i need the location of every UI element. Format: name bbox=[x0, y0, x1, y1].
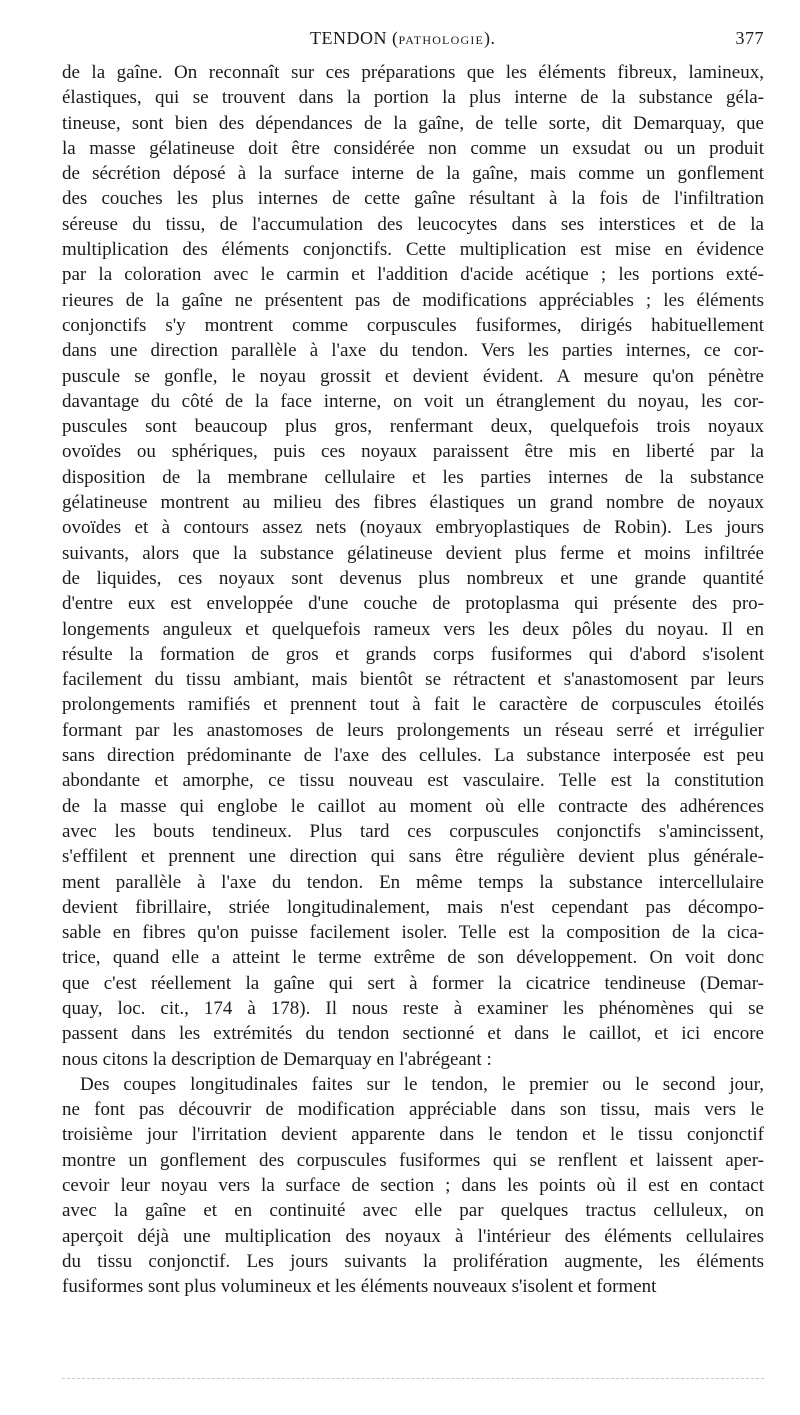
text-line: puscules sont beaucoup plus gros, renfermant deux, quelquefois trois noyaux bbox=[62, 416, 764, 438]
text-line: dans une direction parallèle à l'axe du tendon. Vers les parties internes, ce cor- bbox=[62, 340, 764, 362]
text-line: avec la gaîne et en continuité avec elle par quelques tractus celluleux, on bbox=[62, 1200, 764, 1222]
text-line: ment parallèle à l'axe du tendon. En même temps la substance intercellulaire bbox=[62, 871, 764, 893]
text-line: que c'est réellement la gaîne qui sert à former la cicatrice tendineuse (Demar- bbox=[62, 972, 764, 994]
text-line: tineuse, sont bien des dépendances de la gaîne, de telle sorte, dit Demarquay, que bbox=[62, 112, 764, 134]
running-title-main: TENDON ( bbox=[310, 28, 399, 48]
paragraph bbox=[62, 60, 764, 1072]
text-line: de liquides, ces noyaux sont devenus plus nombreux et une grande quantité bbox=[62, 567, 764, 589]
text-line: séreuse du tissu, de l'accumulation des leucocytes dans ses interstices et de la bbox=[62, 213, 764, 235]
text-line: fusiformes sont plus volumineux et les éléments nouveaux s'isolent et forment bbox=[62, 1276, 657, 1298]
running-title bbox=[310, 28, 496, 49]
text-line: avec les bouts tendineux. Plus tard ces corpuscules conjonctifs s'amincissent, bbox=[62, 820, 764, 842]
text-line: disposition de la membrane cellulaire et les parties internes de la substance bbox=[62, 466, 764, 488]
text-line: facilement du tissu ambiant, mais bientôt se rétractent et s'anastomosent par leurs bbox=[62, 669, 764, 691]
text-line: de sécrétion déposé à la surface interne de la gaîne, mais comme un gonflement bbox=[62, 163, 764, 185]
running-title-subtitle: PATHOLOGIE bbox=[398, 33, 485, 47]
footer-rule bbox=[62, 1378, 764, 1379]
text-line: aperçoit déjà une multiplication des noyaux à l'intérieur des éléments cellulaires bbox=[62, 1225, 764, 1247]
text-line: abondante et amorphe, ce tissu nouveau est vasculaire. Telle est la constitution bbox=[62, 770, 764, 792]
text-line: formant par les anastomoses de leurs prolongements un réseau serré et irrégulier bbox=[62, 719, 764, 741]
text-line: devient fibrillaire, striée longitudinalement, mais n'est cependant pas décompo- bbox=[62, 896, 764, 918]
text-line: la masse gélatineuse doit être considérée non comme un exsudat ou un produit bbox=[62, 137, 764, 159]
text-line: ovoïdes et à contours assez nets (noyaux embryoplastiques de Robin). Les jours bbox=[62, 517, 764, 539]
paragraph bbox=[62, 1072, 764, 1300]
text-line: d'entre eux est enveloppée d'une couche de protoplasma qui présente des pro- bbox=[62, 593, 764, 615]
text-line: Des coupes longitudinales faites sur le tendon, le premier ou le second jour, bbox=[80, 1073, 764, 1095]
text-line: sans direction prédominante de l'axe des cellules. La substance interposée est peu bbox=[62, 745, 764, 767]
body-text bbox=[62, 60, 764, 1300]
text-line: troisième jour l'irritation devient apparente dans le tendon et le tissu conjonctif bbox=[62, 1124, 764, 1146]
text-line: trice, quand elle a atteint le terme extrême de son développement. On voit donc bbox=[62, 947, 764, 969]
text-line: cevoir leur noyau vers la surface de section ; dans les points où il est en contact bbox=[62, 1175, 764, 1197]
text-line: de la masse qui englobe le caillot au moment où elle contracte des adhérences bbox=[62, 795, 764, 817]
text-line: des couches les plus internes de cette gaîne résultant à la fois de l'infiltration bbox=[62, 188, 764, 210]
text-line: ovoïdes ou sphériques, puis ces noyaux paraissent être mis en liberté par la bbox=[62, 441, 764, 463]
text-line: élastiques, qui se trouvent dans la portion la plus interne de la substance géla- bbox=[62, 87, 764, 109]
text-line: s'effilent et prennent une direction qui sans être régulière devient plus générale- bbox=[62, 846, 764, 868]
page-number: 377 bbox=[735, 28, 764, 48]
running-title-close: ). bbox=[484, 28, 496, 48]
text-line: de la gaîne. On reconnaît sur ces préparations que les éléments fibreux, lamineux, bbox=[62, 62, 764, 83]
text-line: conjonctifs s'y montrent comme corpuscules fusiformes, dirigés habituellement bbox=[62, 314, 764, 336]
text-line: multiplication des éléments conjonctifs. Cette multiplication est mise en évidence bbox=[62, 239, 764, 261]
text-line: résulte la formation de gros et grands corps fusiformes qui d'abord s'isolent bbox=[62, 643, 764, 665]
text-line: par la coloration avec le carmin et l'addition d'acide acétique ; les portions exté- bbox=[62, 264, 764, 286]
text-line: montre un gonflement des corpuscules fusiformes qui se renflent et laissent aper- bbox=[62, 1149, 764, 1171]
text-line: puscule se gonfle, le noyau grossit et devient évident. A mesure qu'on pénètre bbox=[62, 365, 764, 387]
text-line: ne font pas découvrir de modification appréciable dans son tissu, mais vers le bbox=[62, 1099, 764, 1121]
text-line: longements anguleux et quelquefois rameux vers les deux pôles du noyau. Il en bbox=[62, 618, 764, 640]
text-line: nous citons la description de Demarquay en l'abrégeant : bbox=[62, 1048, 492, 1070]
text-line: quay, loc. cit., 174 à 178). Il nous reste à examiner les phénomènes qui se bbox=[62, 997, 764, 1019]
text-line: sable en fibres qu'on puisse facilement isoler. Telle est la composition de la cica- bbox=[62, 922, 764, 944]
text-line: rieures de la gaîne ne présentent pas de modifications appréciables ; les éléments bbox=[62, 289, 764, 311]
text-line: du tissu conjonctif. Les jours suivants la prolifération augmente, les éléments bbox=[62, 1250, 764, 1272]
text-line: prolongements ramifiés et prennent tout à fait le caractère de corpuscules étoilés bbox=[62, 694, 764, 716]
running-header bbox=[62, 28, 764, 56]
text-line: davantage du côté de la face interne, on voit un étranglement du noyau, les cor- bbox=[62, 390, 764, 412]
text-line: gélatineuse montrent au milieu des fibres élastiques un grand nombre de noyaux bbox=[62, 492, 764, 514]
text-line: passent dans les extrémités du tendon sectionné et dans le caillot, et ici encore bbox=[62, 1023, 764, 1045]
text-line: suivants, alors que la substance gélatineuse devient plus ferme et moins infiltrée bbox=[62, 542, 764, 564]
